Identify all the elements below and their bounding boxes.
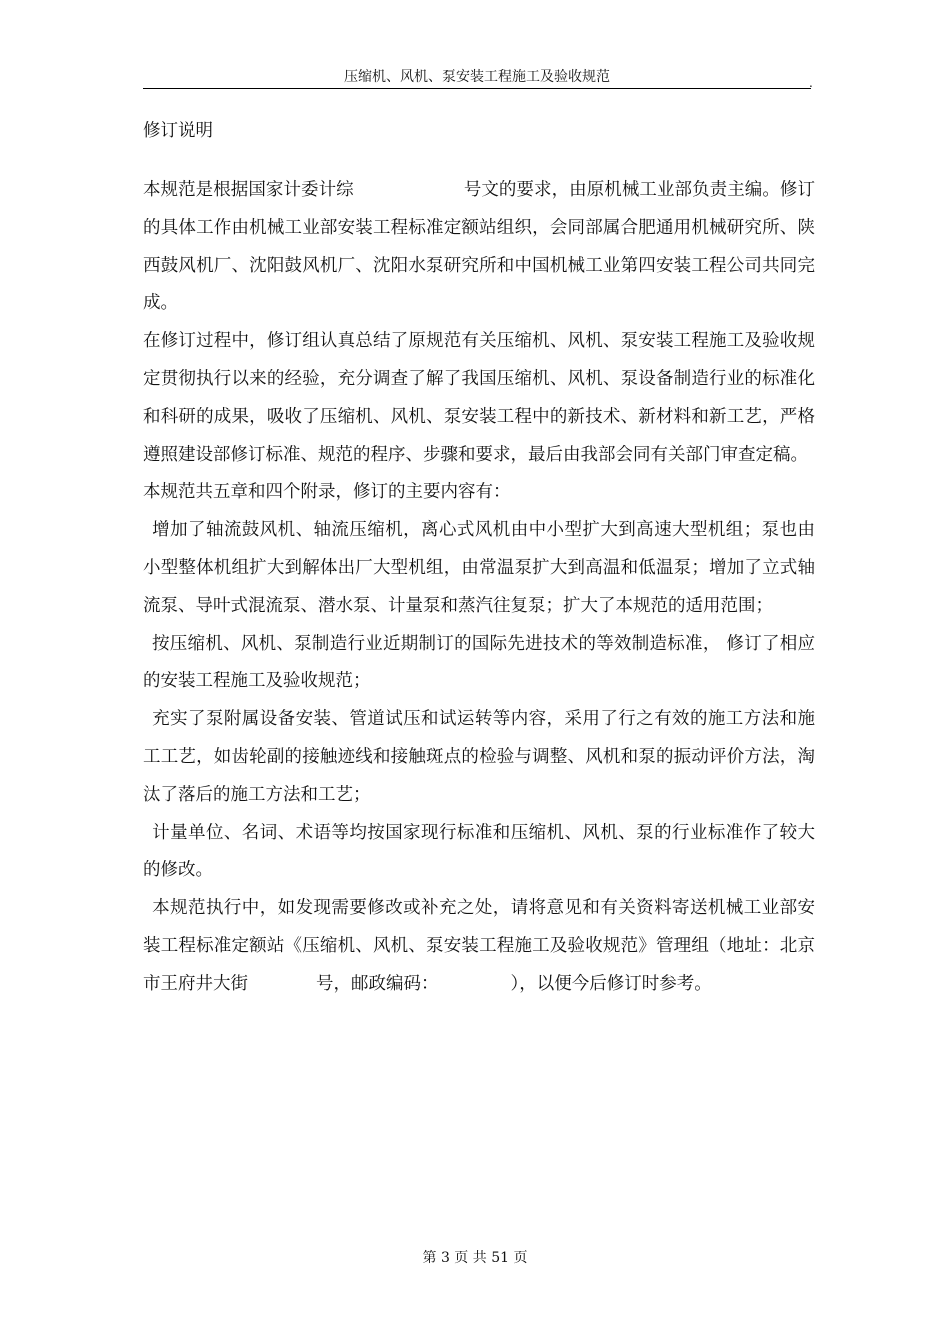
paragraph-8-part-b: 号，邮政编码： — [316, 973, 439, 994]
section-title: 修订说明 — [143, 121, 213, 141]
paragraph-1-part-a: 本规范是根据国家计委计综 — [143, 180, 354, 200]
paragraph-4 — [143, 512, 815, 625]
paragraph-8-part-a: 本规范执行中，如发现需要修改或补充之处，请将意见和有关资料寄送机械工业部安装工程标准定额站《压缩机、风机、泵安装工程施工及验收规范》管理组（地址：北京市王府井大街 — [143, 898, 815, 994]
paragraph-5 — [143, 626, 815, 702]
paragraph-6 — [143, 701, 815, 814]
paragraph-1-part-b: 号文的要求，由原机械工业部负责主编。修订的具体工作由机械工业部安装工程标准定额站组织，会同部属合肥通用机械研究所、陕西鼓风机厂、沈阳鼓风机厂、沈阳水泵研究所和中国机械工业第四安装工程公司共同完成。 — [143, 180, 815, 314]
page-number: 第 3 页 共 51 页 — [422, 1250, 528, 1266]
paragraph-2: 在修订过程中，修订组认真总结了原规范有关压缩机、风机、泵安装工程施工及验收规定贯彻执行以来的经验，充分调查了解了我国压缩机、风机、泵设备制造行业的标准化和科研的成果，吸收了压缩机、风机、泵安装工程中的新技术、新材料和新工艺，严格遵照建设部修订标准、规范的程序、步骤和要求，最后由我部会同有关部门审查定稿。 — [143, 331, 815, 465]
paragraph-7 — [143, 815, 815, 891]
paragraph-6-text: 充实了泵附属设备安装、管道试压和试运转等内容，采用了行之有效的施工方法和施工工艺，如齿轮副的接触迹线和接触斑点的检验与调整、风机和泵的振动评价方法，淘汰了落后的施工方法和工艺； — [143, 709, 815, 805]
paragraph-8-part-c: ），以便今后修订时参考。 — [510, 973, 712, 994]
paragraph-7-text: 计量单位、名词、术语等均按国家现行标准和压缩机、风机、泵的行业标准作了较大的修改。 — [143, 822, 815, 881]
body-text — [143, 172, 815, 1004]
paragraph-8 — [143, 890, 815, 1003]
header-mark: . — [809, 76, 813, 90]
paragraph-1 — [143, 172, 815, 323]
paragraph-5-text: 按压缩机、风机、泵制造行业近期制订的国际先进技术的等效制造标准， 修订了相应的安装工程施工及验收规范； — [143, 633, 815, 692]
paragraph-4-text: 增加了轴流鼓风机、轴流压缩机，离心式风机由中小型扩大到高速大型机组；泵也由小型整体机组扩大到解体出厂大型机组，由常温泵扩大到高温和低温泵；增加了立式轴流泵、导叶式混流泵、潜水泵、计量泵和蒸汽往复泵；扩大了本规范的适用范围； — [143, 520, 815, 616]
paragraph-3: 本规范共五章和四个附录，修订的主要内容有： — [143, 482, 511, 503]
running-header: 压缩机、风机、泵安装工程施工及验收规范 — [143, 66, 811, 89]
